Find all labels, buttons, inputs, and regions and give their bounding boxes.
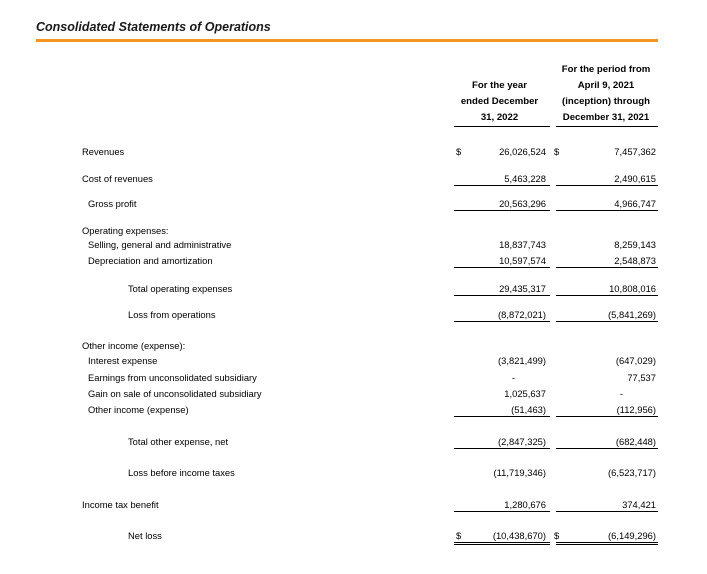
row-label: Interest expense <box>88 355 158 366</box>
row-gross-profit <box>0 197 707 210</box>
header-line: ended December <box>460 96 539 107</box>
value-2022: (2,847,325) <box>498 436 546 447</box>
row-label: Income tax benefit <box>82 499 159 510</box>
row-gain-on-sale <box>0 387 707 400</box>
row-earnings-unconsolidated <box>0 371 707 384</box>
row-label: Total operating expenses <box>128 283 233 294</box>
value-2022: - <box>511 372 515 383</box>
value-2022: 5,463,228 <box>504 173 546 184</box>
row-cost-of-revenues <box>0 172 707 185</box>
row-loss-from-operations <box>0 308 707 321</box>
row-label: Depreciation and amortization <box>88 255 213 266</box>
row-sga <box>0 238 707 251</box>
value-2021: (5,841,269) <box>608 309 656 320</box>
value-2021: 4,966,747 <box>614 198 656 209</box>
row-revenues <box>0 145 707 158</box>
value-2022: 1,280,676 <box>504 499 546 510</box>
row-label: Loss from operations <box>128 309 216 320</box>
row-label: Other income (expense) <box>88 404 189 415</box>
row-other-income-heading <box>0 339 707 352</box>
value-2022: 1,025,637 <box>504 388 546 399</box>
header-line: April 9, 2021 <box>577 80 635 91</box>
row-interest-expense <box>0 354 707 367</box>
row-label: Cost of revenues <box>82 173 153 184</box>
row-income-tax-benefit <box>0 498 707 511</box>
value-2022: 29,435,317 <box>499 283 546 294</box>
value-2021: 77,537 <box>627 372 656 383</box>
value-2021: 10,808,016 <box>609 283 656 294</box>
value-2022: (8,872,021) <box>498 309 546 320</box>
header-line: 31, 2022 <box>480 112 519 123</box>
row-loss-before-taxes <box>0 466 707 479</box>
value-2022: (3,821,499) <box>498 355 546 366</box>
value-2021: (6,523,717) <box>608 467 656 478</box>
header-rule <box>556 126 658 127</box>
row-label: Gross profit <box>88 198 137 209</box>
column-header-2022 <box>447 78 552 126</box>
value-2022: (11,719,346) <box>493 467 546 478</box>
value-2021: 7,457,362 <box>614 146 656 157</box>
row-other-income-expense <box>0 403 707 416</box>
row-label: Loss before income taxes <box>128 467 235 478</box>
header-line: December 31, 2021 <box>562 112 650 123</box>
value-2021: 8,259,143 <box>614 239 656 250</box>
section-heading: Operating expenses: <box>82 225 169 236</box>
value-2021: (6,149,296) <box>608 530 656 541</box>
currency-symbol: $ <box>554 146 560 157</box>
header-line: For the year <box>472 80 527 91</box>
row-total-operating-expenses <box>0 282 707 295</box>
row-label: Gain on sale of unconsolidated subsidiary <box>88 388 262 399</box>
row-label: Earnings from unconsolidated subsidiary <box>88 372 257 383</box>
value-2022: (51,463) <box>511 404 546 415</box>
value-2022: 18,837,743 <box>499 239 546 250</box>
row-depreciation <box>0 254 707 267</box>
value-2022: 10,597,574 <box>499 255 546 266</box>
value-2021: 2,490,615 <box>614 173 656 184</box>
row-total-other-expense <box>0 435 707 448</box>
value-2022: 20,563,296 <box>499 198 546 209</box>
value-2021: 2,548,873 <box>614 255 656 266</box>
row-net-loss <box>0 529 707 542</box>
title-underline <box>36 39 658 42</box>
row-label: Net loss <box>128 530 162 541</box>
value-2022: (10,438,670) <box>492 530 546 541</box>
row-label: Selling, general and administrative <box>88 239 232 250</box>
currency-symbol: $ <box>456 530 462 541</box>
section-heading: Other income (expense): <box>82 340 186 351</box>
currency-symbol: $ <box>456 146 462 157</box>
value-2021: (112,956) <box>616 404 656 415</box>
value-2021: (682,448) <box>615 436 656 447</box>
row-label: Revenues <box>82 146 125 157</box>
column-header-2021 <box>554 62 658 126</box>
row-operating-expenses-heading <box>0 224 707 237</box>
value-2021: - <box>619 388 623 399</box>
value-2022: 26,026,524 <box>499 146 546 157</box>
statement-title: Consolidated Statements of Operations <box>36 20 271 34</box>
currency-symbol: $ <box>554 530 560 541</box>
row-label: Total other expense, net <box>128 436 229 447</box>
value-2021: (647,029) <box>615 355 656 366</box>
header-rule <box>454 126 550 127</box>
value-2021: 374,421 <box>622 499 656 510</box>
header-line: For the period from <box>561 64 651 75</box>
header-line: (inception) through <box>562 96 650 107</box>
